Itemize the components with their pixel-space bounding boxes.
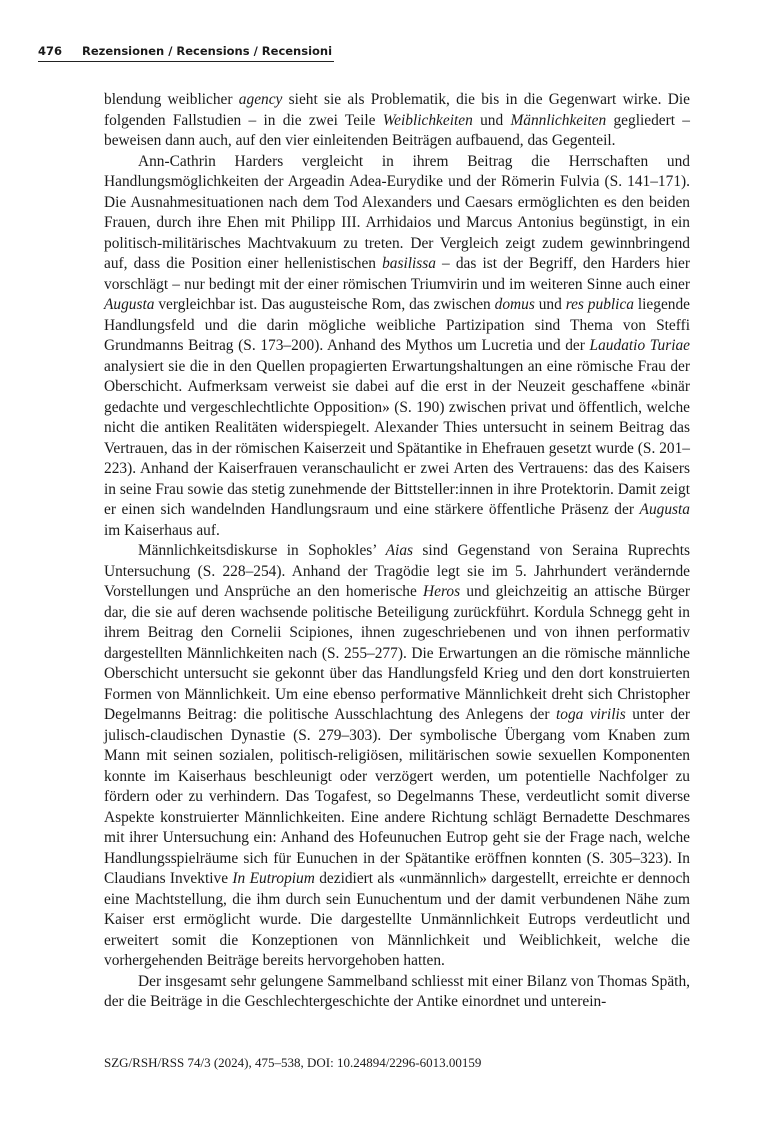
italic-text: Augusta [639, 501, 690, 518]
italic-text: Heros [423, 583, 461, 600]
text-run: analysiert sie die in den Quellen propagierten Erwartungshaltungen an eine römische Frau der Oberschicht. Aufmerksam verweist sie dabei auf die erst in der Neuzeit geschaffene «binär gedachte und vergeschlechtlichte Opposition» (S. 190) zwischen privat und öffentlich, welche nicht die antiken Realitäten widerspiegelt. Alexander Thies untersucht in seinem Beitrag das Vertrauen, das in der römischen Kaiserzeit und Spätantike in Ehefrauen gesetzt wurde (S. 201–223). Anhand der Kaiserfrauen veranschaulicht er zwei Arten des Vertrauens: das des Kaisers in seine Frau sowie das stetig zunehmende der Bittsteller:innen in ihre Protektorin. Damit zeigt er einen sich wandelnden Handlungsraum und eine stärkere öffentliche Präsenz der [104, 357, 690, 518]
text-run: Der insgesamt sehr gelungene Sammelband schliesst mit einer Bilanz von Thomas Späth, der die Beiträge in die Geschlechtergeschichte der Antike einordnet und unterein- [104, 972, 690, 1010]
italic-text: Aias [385, 542, 414, 559]
text-run: Ann-Cathrin Harders vergleicht in ihrem Beitrag die Herrschaften und Handlungsmöglichkeiten der Argeadin Adea-Eurydike und der Römerin Fulvia (S. 141–171). Die Ausnahmesituationen nach dem Tod Alexanders und Caesars ermöglichten es den beiden Frauen, durch ihre Ehen mit Philipp III. Arrhidaios und Marcus Antonius begünstigt, in ein politisch-militärisches Machtvakuum zu treten. Der Vergleich zeigt zudem gewinnbringend auf, dass die Position einer hellenistischen [104, 152, 690, 272]
italic-text: Laudatio Turiae [589, 337, 690, 354]
text-run: liegende Handlungsfeld und die darin mögliche weibliche Partizipation sind Thema von Steffi Grundmanns Beitrag (S. 173–200). Anhand des Mythos um Lucretia und der [104, 296, 690, 354]
text-run: und [472, 111, 511, 129]
text-run: Männlichkeitsdiskurse in Sophokles’ [138, 542, 386, 559]
running-title: Rezensionen / Recensions / Recensioni [82, 44, 333, 58]
text-run: im Kaiserhaus auf. [104, 521, 220, 539]
italic-text: agency [238, 91, 283, 108]
paragraph [104, 152, 690, 542]
italic-text: Weiblichkeiten [382, 111, 473, 129]
article-body [104, 90, 690, 1013]
page-number: 476 [38, 44, 63, 58]
text-run: blendung weiblicher [104, 91, 239, 108]
text-run: vergleichbar ist. Das augusteische Rom, das zwischen [154, 296, 495, 313]
text-run: gegliedert – beweisen dann auch, auf den vier einleitenden Beiträgen aufbauend, das Gegenteil. [104, 111, 690, 149]
text-run: unter der julisch-claudischen Dynastie (S. 279–303). Der symbolische Übergang vom Knaben zum Mann mit seinen sozialen, politisch-religiösen, militärischen sowie sexuellen Komponenten konnte im Kaiserhaus beschleunigt oder verzögert werden, um potentielle Nachfolger zu fördern oder zu verhindern. Das Togafest, so Degelmanns These, verdeutlicht somit diverse Aspekte konstruierter Männlichkeiten. Eine andere Richtung schlägt Bernadette Deschmares mit ihrer Untersuchung ein: Anhand des Hofeunuchen Eutrop geht sie der Frage nach, welche Handlungsspielräume sich für Eunuchen in der Spätantike eröffnen konnten (S. 305–323). In Claudians Invektive [104, 706, 690, 887]
text-run: – das ist der Begriff, den Harders hier vorschlägt – nur bedingt mit der einer römischen Triumvirin und im weiteren Sinne auch einer [104, 255, 690, 293]
text-run: und [534, 296, 566, 313]
italic-text: In Eutropium [232, 870, 315, 887]
footer-citation: SZG/RSH/RSS 74/3 (2024), 475–538, DOI: 10.24894/2296-6013.00159 [104, 1055, 482, 1070]
running-header [38, 44, 334, 62]
italic-text: Männlichkeiten [510, 111, 607, 129]
text-run: und gleichzeitig an attische Bürger dar, die sie auf deren wachsende politische Beteiligung zurückführt. Kordula Schnegg geht in ihrem Beitrag den Cornelii Scipiones, ihnen zugeschriebenen und von ihnen performativ dargestellten Männlichkeiten nach (S. 255–277). Die Erwartungen an die römische männliche Oberschicht untersucht sie gekonnt über das Handlungsfeld Krieg und den dort konstruierten Formen von Männlichkeit. Um eine ebenso performative Männlichkeit dreht sich Christopher Degelmanns Beitrag: die politische Ausschlachtung des Anlegens der [104, 583, 690, 723]
italic-text: Augusta [104, 296, 155, 313]
italic-text: toga virilis [555, 706, 626, 723]
text-run: sieht sie als Problematik, die bis in die Gegenwart wirke. Die folgenden Fallstudien – in die zwei Teile [104, 91, 690, 129]
paragraph [104, 90, 690, 152]
paragraph [104, 972, 690, 1013]
paragraph [104, 541, 690, 972]
italic-text: domus [494, 296, 535, 313]
text-run: sind Gegenstand von Seraina Ruprechts Untersuchung (S. 228–254). Anhand der Tragödie legt sie im 5. Jahrhundert verändernde Vorstellungen und Ansprüche an den homerische [104, 542, 690, 600]
text-run: dezidiert als «unmännlich» dargestellt, erreichte er dennoch eine Machtstellung, die ihm durch sein Eunuchentum und der damit verbundenen Nähe zum Kaiser erst ermöglicht wurde. Die dargestellte Unmännlichkeit Eutrops verdeutlicht und erweitert somit die Konzeptionen von Männlichkeit und Weiblichkeit, welche die vorhergehenden Beiträge bereits hervorgehoben hatten. [104, 870, 690, 969]
italic-text: basilissa [382, 255, 436, 272]
italic-text: res publica [565, 296, 634, 313]
